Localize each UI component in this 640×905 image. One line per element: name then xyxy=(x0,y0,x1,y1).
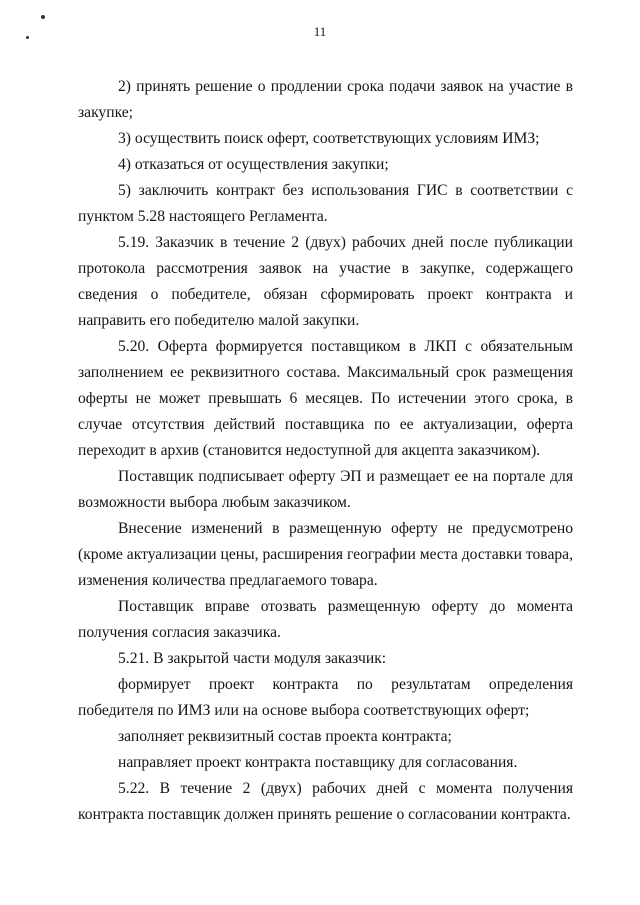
paragraph: заполняет реквизитный состав проекта контракта; xyxy=(118,728,452,745)
paragraph: 4) отказаться от осуществления закупки; xyxy=(118,156,389,173)
paragraph: 3) осуществить поиск оферт, соответствующих условиям ИМЗ; xyxy=(118,130,540,147)
paragraph: 5) заключить контракт без использования ГИС в соответствии с пунктом 5.28 настоящего Регламента. xyxy=(78,182,573,225)
paragraph: Внесение изменений в размещенную оферту не предусмотрено (кроме актуализации цены, расширения географии места доставки товара, изменения количества предлагаемого товара. xyxy=(78,520,573,589)
paragraph: Поставщик вправе отозвать размещенную оферту до момента получения согласия заказчика. xyxy=(78,598,573,641)
page-number: 11 xyxy=(313,24,327,39)
scan-speck xyxy=(41,15,45,19)
paragraph: 5.19. Заказчик в течение 2 (двух) рабочих дней после публикации протокола рассмотрения заявок на участие в закупке, содержащего сведения о победителе, обязан сформировать проект контракта и направить его победителю малой закупки. xyxy=(78,234,573,329)
paragraph: 5.20. Оферта формируется поставщиком в ЛКП с обязательным заполнением ее реквизитного состава. Максимальный срок размещения оферты не может превышать 6 месяцев. По истечении этого срока, в случае отсутствия действий поставщика по ее актуализации, оферта переходит в архив (становится недоступной для акцепта заказчиком). xyxy=(78,338,573,459)
paragraph: направляет проект контракта поставщику для согласования. xyxy=(118,754,518,771)
document-body xyxy=(78,74,573,828)
scan-speck xyxy=(26,36,29,39)
paragraph: Поставщик подписывает оферту ЭП и размещает ее на портале для возможности выбора любым заказчиком. xyxy=(78,468,573,511)
paragraph: 2) принять решение о продлении срока подачи заявок на участие в закупке; xyxy=(78,78,573,121)
paragraph: 5.22. В течение 2 (двух) рабочих дней с момента получения контракта поставщик должен принять решение о согласовании контракта. xyxy=(78,780,573,823)
paragraph: 5.21. В закрытой части модуля заказчик: xyxy=(118,650,387,667)
paragraph: формирует проект контракта по результатам определения победителя по ИМЗ или на основе выбора соответствующих оферт; xyxy=(78,676,573,719)
